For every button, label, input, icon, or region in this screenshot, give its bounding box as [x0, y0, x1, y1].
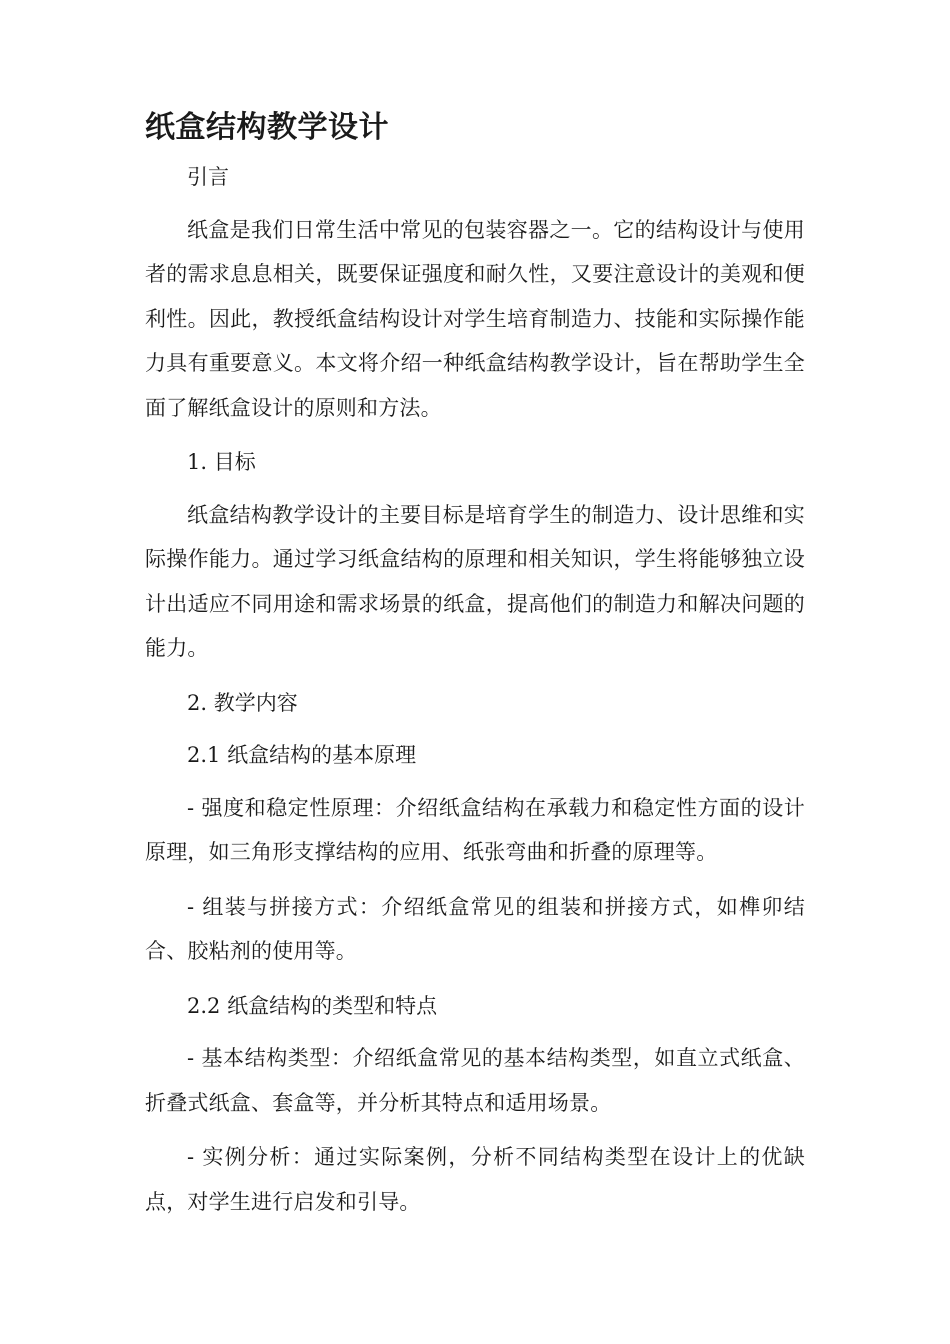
section-heading-content: 2. 教学内容 [187, 690, 298, 715]
subsection-heading-principles: 2.1 纸盒结构的基本原理 [187, 743, 417, 767]
subsection-heading-types: 2.2 纸盒结构的类型和特点 [187, 993, 438, 1018]
paragraph-assembly-methods: - 组装与拼接方式：介绍纸盒常见的组装和拼接方式，如榫卯结合、胶粘剂的使用等。 [145, 894, 805, 963]
document-page [145, 108, 805, 1234]
section-heading-goals: 1. 目标 [187, 450, 256, 474]
section-heading-intro: 引言 [187, 165, 229, 189]
paragraph-intro: 纸盒是我们日常生活中常见的包装容器之一。它的结构设计与使用者的需求息息相关，既要保证强度和耐久性，又要注意设计的美观和便利性。因此，教授纸盒结构设计对学生培育制造力、技能和实际操作能力具有重要意义。本文将介绍一种纸盒结构教学设计，旨在帮助学生全面了解纸盒设计的原则和方法。 [145, 217, 805, 420]
paragraph-basic-types: - 基本结构类型：介绍纸盒常见的基本结构类型，如直立式纸盒、折叠式纸盒、套盒等，并分析其特点和适用场景。 [145, 1046, 805, 1115]
paragraph-case-analysis: - 实例分析：通过实际案例，分析不同结构类型在设计上的优缺点，对学生进行启发和引导。 [145, 1145, 805, 1214]
paragraph-strength-principle: - 强度和稳定性原理：介绍纸盒结构在承载力和稳定性方面的设计原理，如三角形支撑结构的应用、纸张弯曲和折叠的原理等。 [145, 795, 805, 864]
document-title: 纸盒结构教学设计 [145, 110, 389, 145]
paragraph-goals: 纸盒结构教学设计的主要目标是培育学生的制造力、设计思维和实际操作能力。通过学习纸盒结构的原理和相关知识，学生将能够独立设计出适应不同用途和需求场景的纸盒，提高他们的制造力和解决问题的能力。 [145, 502, 805, 660]
